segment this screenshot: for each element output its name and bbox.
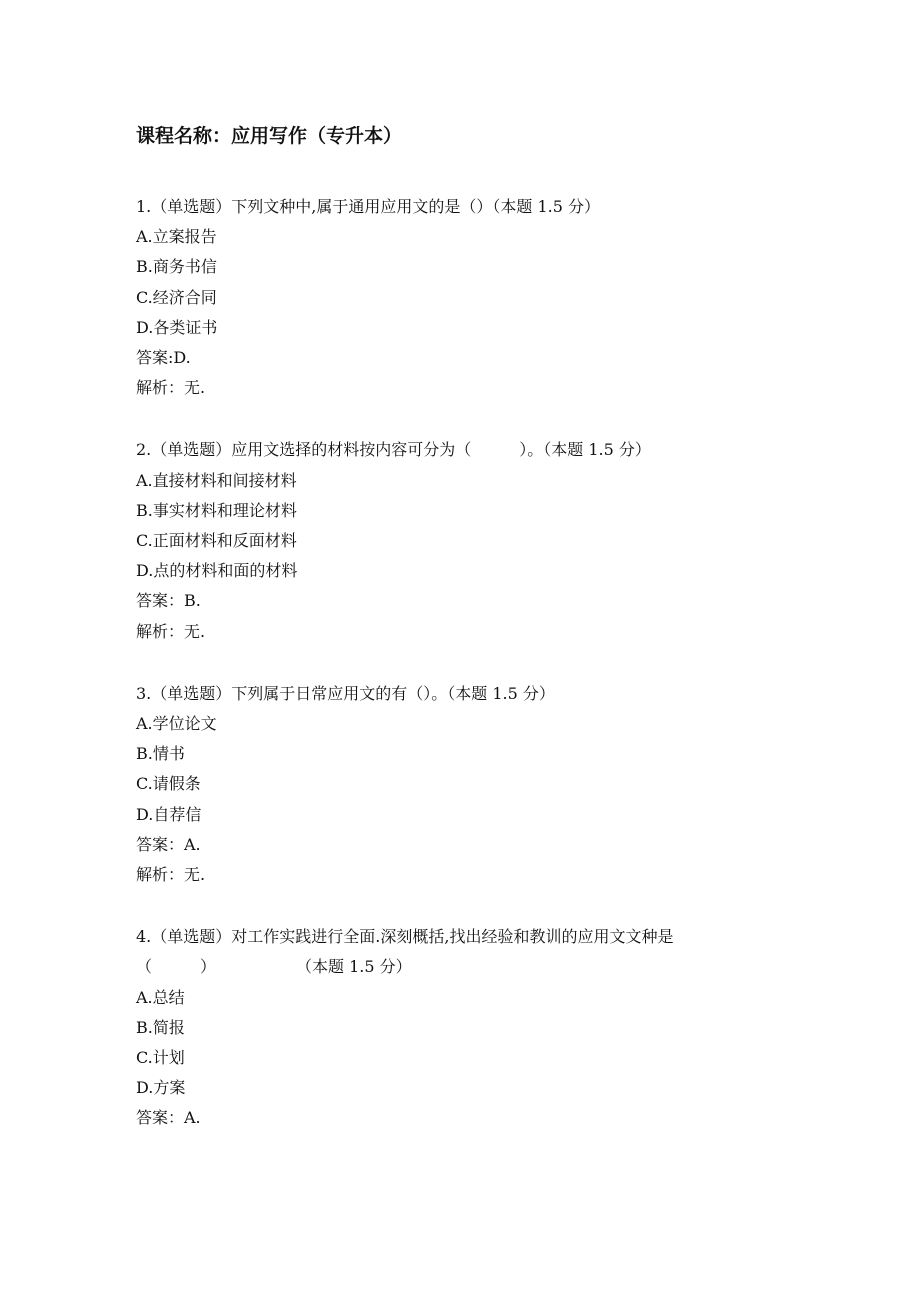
analysis-line: 解析：无. [136, 865, 206, 885]
option-b: B.简报 [136, 1017, 185, 1037]
answer-line: 答案：B. [136, 591, 201, 611]
analysis-line: 解析：无. [136, 378, 206, 398]
option-c: C.请假条 [136, 774, 201, 794]
option-c: C.经济合同 [136, 287, 217, 307]
question-stem: 2.（单选题）应用文选择的材料按内容可分为（ ）。（本题 1.5 分） [136, 440, 651, 460]
option-d: D.各类证书 [136, 317, 218, 337]
question-4 [136, 922, 786, 1133]
question-3 [136, 679, 786, 890]
option-d: D.自荐信 [136, 804, 202, 824]
question-stem: 3.（单选题）下列属于日常应用文的有（）。（本题 1.5 分） [136, 683, 555, 703]
analysis-line: 解析：无. [136, 621, 206, 641]
option-d: D.方案 [136, 1078, 186, 1098]
answer-line: 答案:D. [136, 348, 191, 368]
option-c: C.计划 [136, 1048, 185, 1068]
option-c: C.正面材料和反面材料 [136, 531, 297, 551]
option-a: A.学位论文 [136, 714, 217, 734]
question-2 [136, 435, 786, 646]
course-title: 课程名称：应用写作（专升本） [136, 125, 403, 147]
option-b: B.商务书信 [136, 257, 217, 277]
document-page [136, 120, 786, 1166]
option-b: B.情书 [136, 744, 185, 764]
option-d: D.点的材料和面的材料 [136, 561, 298, 581]
option-b: B.事实材料和理论材料 [136, 500, 297, 520]
question-1 [136, 192, 786, 403]
answer-line: 答案：A. [136, 1108, 201, 1128]
question-stem: 4.（单选题）对工作实践进行全面.深刻概括,找出经验和教训的应用文文种是 [136, 927, 674, 947]
answer-line: 答案：A. [136, 834, 201, 854]
option-a: A.直接材料和间接材料 [136, 470, 297, 490]
question-stem-continuation: （ ） （本题 1.5 分） [136, 957, 412, 977]
option-a: A.总结 [136, 987, 185, 1007]
option-a: A.立案报告 [136, 227, 217, 247]
question-stem: 1.（单选题）下列文种中,属于通用应用文的是（）（本题 1.5 分） [136, 197, 600, 216]
